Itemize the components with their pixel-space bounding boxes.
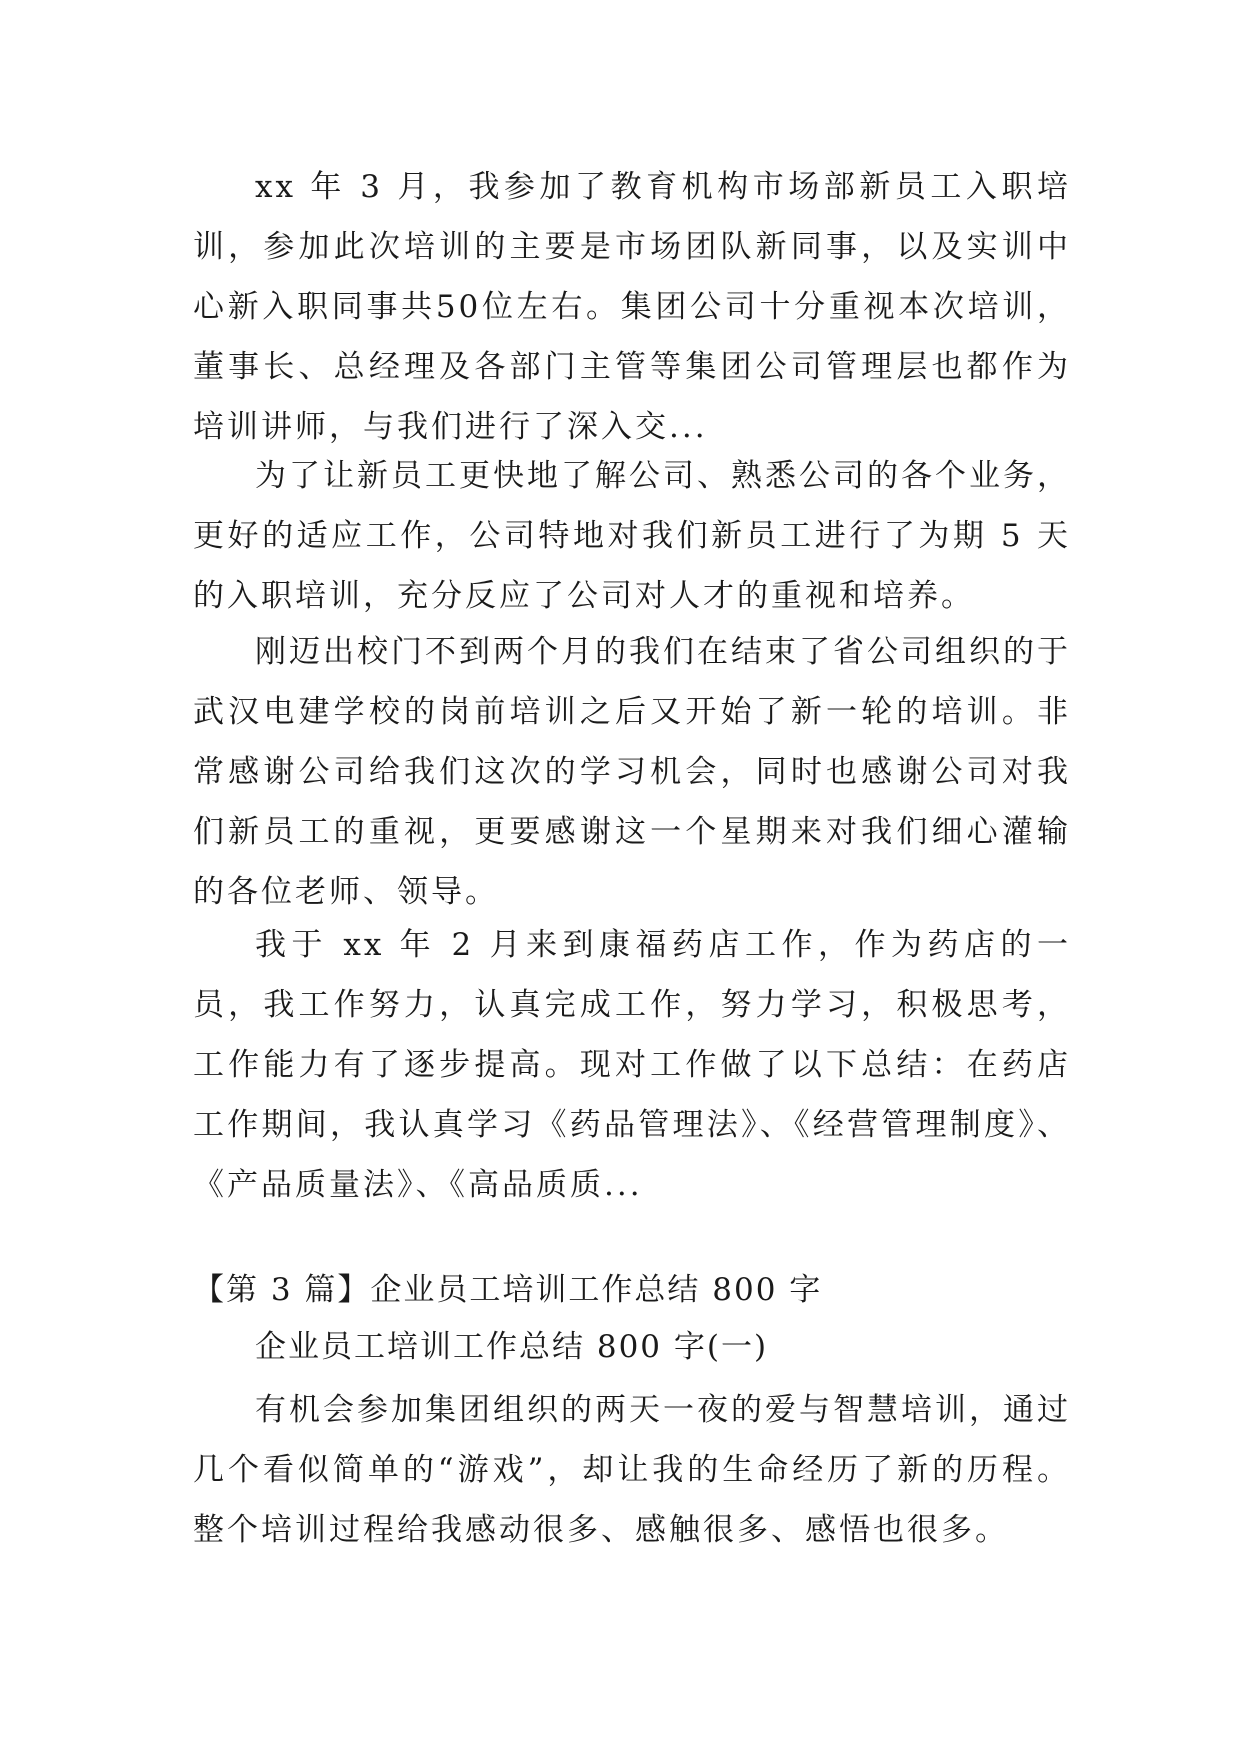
body-paragraph: 为了让新员工更快地了解公司、熟悉公司的各个业务，更好的适应工作，公司特地对我们新员工进行了为期 5 天的入职培训，充分反应了公司对人才的重视和培养。 xyxy=(193,458,1071,614)
section-subheading: 企业员工培训工作总结 800 字(一) xyxy=(255,1329,769,1365)
body-paragraph: xx 年 3 月，我参加了教育机构市场部新员工入职培训，参加此次培训的主要是市场团队新同事，以及实训中心新入职同事共50位左右。集团公司十分重视本次培训，董事长、总经理及各部门主管等集团公司管理层也都作为培训讲师，与我们进行了深入交... xyxy=(193,169,1071,445)
body-paragraph: 我于 xx 年 2 月来到康福药店工作，作为药店的一员，我工作努力，认真完成工作，努力学习，积极思考，工作能力有了逐步提高。现对工作做了以下总结：在药店工作期间，我认真学习《药品管理法》、《经营管理制度》、《产品质量法》、《高品质质... xyxy=(193,927,1071,1203)
section-heading: 【第 3 篇】企业员工培训工作总结 800 字 xyxy=(193,1272,823,1308)
body-paragraph: 刚迈出校门不到两个月的我们在结束了省公司组织的于武汉电建学校的岗前培训之后又开始了新一轮的培训。非常感谢公司给我们这次的学习机会，同时也感谢公司对我们新员工的重视，更要感谢这一个星期来对我们细心灌输的各位老师、领导。 xyxy=(193,634,1071,910)
section-paragraph: 有机会参加集团组织的两天一夜的爱与智慧培训，通过几个看似简单的“游戏”，却让我的生命经历了新的历程。整个培训过程给我感动很多、感触很多、感悟也很多。 xyxy=(193,1392,1071,1548)
